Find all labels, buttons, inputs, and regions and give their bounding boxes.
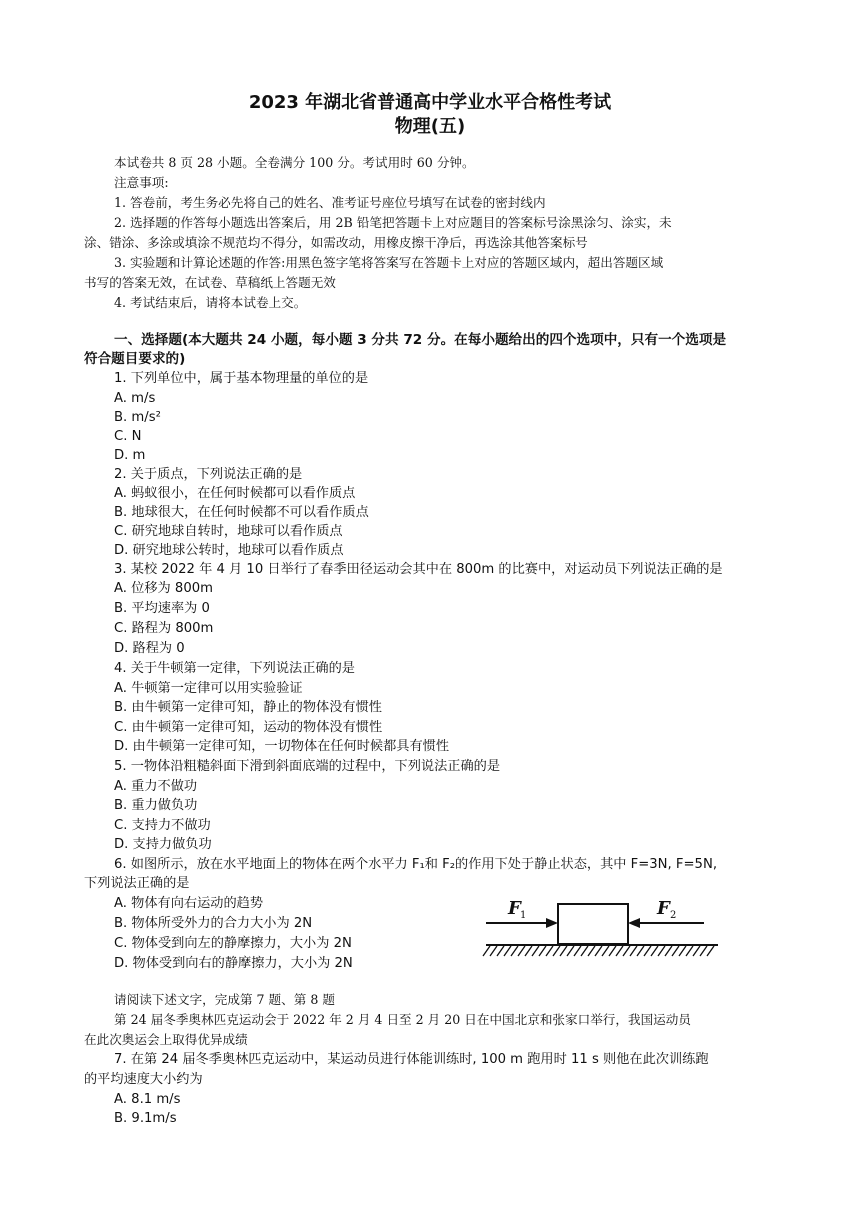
reading-prompt: 请阅读下述文字，完成第 7 题、第 8 题 — [114, 992, 335, 1007]
q3-option-d: D. 路程为 0 — [114, 641, 185, 656]
hatch-stroke — [518, 946, 525, 956]
hatch-stroke — [504, 946, 511, 956]
q1-option-d: D. m — [114, 448, 146, 463]
q6-option-d: D. 物体受到向右的静摩擦力，大小为 2N — [114, 956, 353, 971]
q4-stem: 4. 关于牛顿第一定律，下列说法正确的是 — [114, 661, 355, 676]
hatch-stroke — [595, 946, 602, 956]
q4-option-d: D. 由牛顿第一定律可知，一切物体在任何时候都具有惯性 — [114, 739, 450, 754]
q5-option-b: B. 重力做负功 — [114, 798, 198, 813]
q6-option-a: A. 物体有向右运动的趋势 — [114, 896, 264, 911]
note-4: 4. 考试结束后，请将本试卷上交。 — [114, 295, 307, 310]
hatch-stroke — [581, 946, 588, 956]
f1-arrowhead — [546, 918, 558, 928]
q6-option-c: C. 物体受到向左的静摩擦力，大小为 2N — [114, 936, 352, 951]
hatch-stroke — [553, 946, 560, 956]
note-3-line2: 书写的答案无效，在试卷、草稿纸上答题无效 — [84, 275, 336, 290]
hatch-stroke — [497, 946, 504, 956]
q3-option-a: A. 位移为 800m — [114, 581, 213, 596]
q4-option-c: C. 由牛顿第一定律可知，运动的物体没有惯性 — [114, 720, 383, 735]
hatch-stroke — [672, 946, 679, 956]
notes-label: 注意事项: — [114, 175, 169, 190]
hatch-stroke — [574, 946, 581, 956]
q3-option-c: C. 路程为 800m — [114, 621, 214, 636]
hatch-stroke — [616, 946, 623, 956]
note-2-line2: 涂、错涂、多涂或填涂不规范均不得分，如需改动，用橡皮擦干净后，再选涂其他答案标号 — [84, 235, 588, 250]
force-diagram — [482, 892, 722, 964]
q5-option-d: D. 支持力做负功 — [114, 837, 212, 852]
q3-stem: 3. 某校 2022 年 4 月 10 日举行了春季田径运动会其中在 800m 的比赛中，对运动员下列说法正确的是 — [114, 562, 723, 577]
hatch-stroke — [623, 946, 630, 956]
q1-stem: 1. 下列单位中，属于基本物理量的单位的是 — [114, 371, 369, 386]
hatch-stroke — [539, 946, 546, 956]
q2-option-d: D. 研究地球公转时，地球可以看作质点 — [114, 543, 344, 558]
hatch-stroke — [560, 946, 567, 956]
hatch-stroke — [525, 946, 532, 956]
reading-passage-line2: 在此次奥运会上取得优异成绩 — [84, 1032, 248, 1047]
hatch-stroke — [693, 946, 700, 956]
q7-option-a: A. 8.1 m/s — [114, 1092, 181, 1107]
hatch-stroke — [490, 946, 497, 956]
hatch-stroke — [707, 946, 714, 956]
q7-stem-line1: 7. 在第 24 届冬季奥林匹克运动中，某运动员进行体能训练时, 100 m 跑用时 11 s 则他在此次训练跑 — [114, 1052, 709, 1067]
reading-passage-line1: 第 24 届冬季奥林匹克运动会于 2022 年 2 月 4 日至 2 月 20 日在中国北京和张家口举行，我国运动员 — [114, 1012, 691, 1027]
q2-option-c: C. 研究地球自转时，地球可以看作质点 — [114, 524, 343, 539]
q6-stem-line2: 下列说法正确的是 — [84, 876, 190, 891]
hatch-stroke — [679, 946, 686, 956]
hatch-stroke — [532, 946, 539, 956]
hatch-stroke — [588, 946, 595, 956]
exam-title: 2023 年湖北省普通高中学业水平合格性考试 — [248, 92, 612, 113]
q6-option-b: B. 物体所受外力的合力大小为 2N — [114, 916, 313, 931]
note-2-line1: 2. 选择题的作答每小题选出答案后，用 2B 铅笔把答题卡上对应题目的答案标号涂黑涂匀、涂实，未 — [114, 215, 672, 230]
q5-option-c: C. 支持力不做功 — [114, 818, 211, 833]
q1-option-a: A. m/s — [114, 391, 156, 406]
notes-intro: 本试卷共 8 页 28 小题。全卷满分 100 分。考试用时 60 分钟。 — [114, 155, 475, 170]
hatch-stroke — [644, 946, 651, 956]
ground-hatching — [483, 946, 714, 956]
hatch-stroke — [511, 946, 518, 956]
q2-option-b: B. 地球很大，在任何时候都不可以看作质点 — [114, 505, 369, 520]
note-3-line1: 3. 实验题和计算论述题的作答:用黑色签字笔将答案写在答题卡上对应的答题区域内，超出答题区域 — [114, 255, 664, 270]
hatch-stroke — [637, 946, 644, 956]
hatch-stroke — [686, 946, 693, 956]
hatch-stroke — [665, 946, 672, 956]
q4-option-b: B. 由牛顿第一定律可知，静止的物体没有惯性 — [114, 700, 382, 715]
q2-stem: 2. 关于质点，下列说法正确的是 — [114, 467, 303, 482]
hatch-stroke — [630, 946, 637, 956]
f2-subscript: 2 — [670, 910, 677, 921]
hatch-stroke — [567, 946, 574, 956]
hatch-stroke — [609, 946, 616, 956]
q3-option-b: B. 平均速率为 0 — [114, 601, 210, 616]
hatch-stroke — [546, 946, 553, 956]
hatch-stroke — [658, 946, 665, 956]
q5-stem: 5. 一物体沿粗糙斜面下滑到斜面底端的过程中，下列说法正确的是 — [114, 759, 501, 774]
q6-stem-line1: 6. 如图所示，放在水平地面上的物体在两个水平力 F₁和 F₂的作用下处于静止状态，其中 F=3N, F=5N, — [114, 857, 718, 872]
f2-label: F — [657, 898, 670, 919]
q5-option-a: A. 重力不做功 — [114, 779, 198, 794]
block — [558, 904, 628, 944]
hatch-stroke — [651, 946, 658, 956]
f2-arrowhead — [628, 918, 640, 928]
exam-subtitle: 物理(五) — [394, 116, 466, 137]
q1-option-c: C. N — [114, 429, 142, 444]
f1-subscript: 1 — [520, 910, 527, 921]
hatch-stroke — [602, 946, 609, 956]
hatch-stroke — [483, 946, 490, 956]
q2-option-a: A. 蚂蚁很小，在任何时候都可以看作质点 — [114, 486, 356, 501]
f1-label: F — [508, 898, 521, 919]
hatch-stroke — [700, 946, 707, 956]
q4-option-a: A. 牛顿第一定律可以用实验验证 — [114, 681, 303, 696]
q1-option-b: B. m/s² — [114, 410, 161, 425]
q7-option-b: B. 9.1m/s — [114, 1111, 177, 1126]
section-heading-line1: 一、选择题(本大题共 24 小题，每小题 3 分共 72 分。在每小题给出的四个选项中，只有一个选项是 — [114, 332, 727, 348]
section-heading-line2: 符合题目要求的) — [84, 351, 186, 367]
note-1: 1. 答卷前，考生务必先将自己的姓名、准考证号座位号填写在试卷的密封线内 — [114, 195, 546, 210]
q7-stem-line2: 的平均速度大小约为 — [84, 1072, 203, 1087]
